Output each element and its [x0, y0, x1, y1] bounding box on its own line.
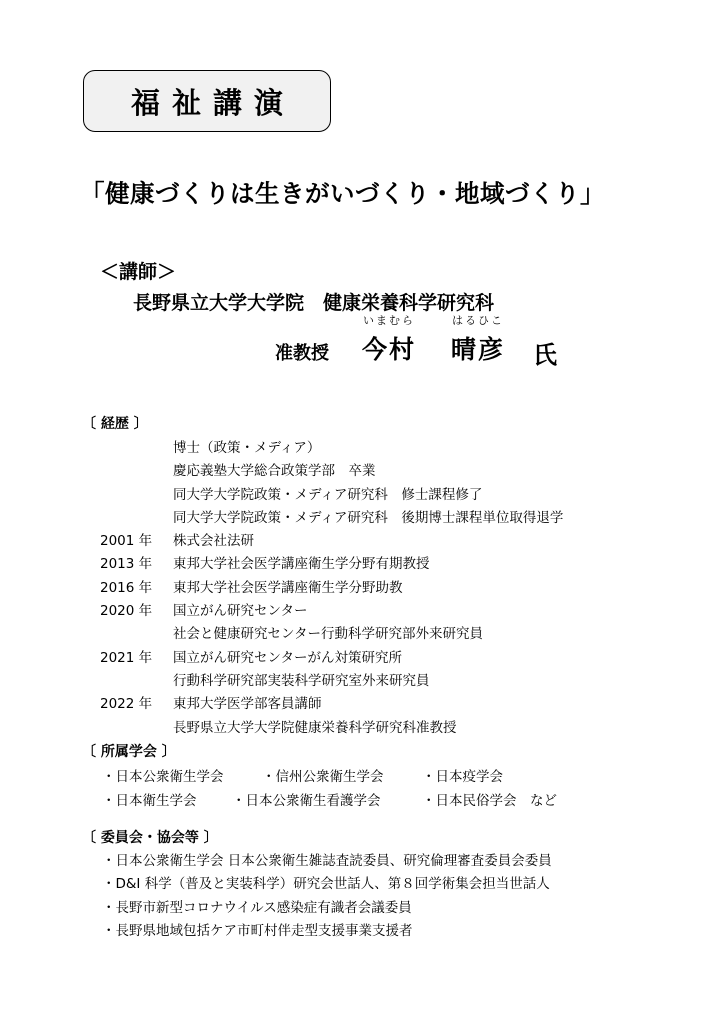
career-year: 2013 年: [100, 556, 153, 573]
career-row: [100, 693, 660, 716]
career-year: [100, 670, 173, 693]
committee-item: ・長野県地域包括ケア市町村伴走型支援事業支援者: [102, 922, 413, 939]
lecturer-last-name: 今村: [361, 335, 416, 364]
society-row: [102, 765, 662, 789]
lecturer-last-name-block: [357, 312, 421, 366]
last-name-ruby: いまむら: [363, 314, 415, 327]
career-row: [100, 670, 660, 693]
society-item: ・日本疫学会: [422, 769, 503, 785]
society-item: ・日本公衆衛生学会: [102, 769, 224, 785]
career-year: 2021 年: [100, 649, 153, 666]
society-item: ・日本公衆衛生看護学会: [232, 793, 381, 809]
career-row: [100, 460, 660, 483]
career-row: [100, 507, 660, 530]
career-text: 博士（政策・メディア）: [173, 440, 321, 456]
career-row: [100, 647, 660, 670]
career-year: [100, 437, 173, 460]
career-year: [100, 460, 173, 483]
career-row: [100, 530, 660, 553]
career-text: 行動科学研究部実装科学研究室外来研究員: [173, 672, 430, 689]
career-text: 国立がん研究センター: [173, 603, 308, 620]
career-row: [100, 553, 660, 576]
career-text: 同大学大学院政策・メディア研究科 後期博士課程単位取得退学: [173, 509, 564, 526]
career-year: 2001 年: [100, 533, 153, 550]
career-list: [100, 437, 660, 740]
career-row: [100, 717, 660, 740]
first-name-ruby: はるひこ: [452, 314, 504, 327]
lecturer-first-name: 晴彦: [450, 335, 505, 364]
lecturer-first-name-block: [445, 312, 511, 366]
career-text: 株式会社法研: [173, 533, 254, 550]
society-item: ・信州公衆衛生学会: [262, 769, 384, 785]
career-row: [100, 600, 660, 623]
career-text: 東邦大学社会医学講座衛生学分野助教: [173, 579, 403, 596]
lecture-title: 「健康づくりは生きがいづくり・地域づくり」: [80, 179, 605, 208]
career-year: [100, 507, 173, 530]
lecturer-honorific: 氏: [533, 341, 557, 369]
career-text: 東邦大学医学部客員講師: [173, 696, 322, 713]
committee-heading: 〔 委員会・協会等 〕: [82, 830, 218, 846]
career-row: [100, 437, 660, 460]
career-row: [100, 577, 660, 600]
event-type-badge: 福祉講演: [83, 70, 331, 132]
society-heading: 〔 所属学会 〕: [82, 744, 176, 760]
lecturer-affiliation: 長野県立大学大学院 健康栄養科学研究科: [133, 292, 495, 314]
society-row: [102, 789, 662, 813]
society-item: ・日本民俗学会 など: [422, 793, 557, 809]
career-row: [100, 623, 660, 646]
career-year: [100, 484, 173, 507]
career-text: 東邦大学社会医学講座衛生学分野有期教授: [173, 556, 430, 573]
career-text: 長野県立大学大学院健康栄養科学研究科准教授: [173, 719, 457, 736]
career-year: 2020 年: [100, 603, 153, 620]
society-item: ・日本衛生学会: [102, 793, 197, 809]
career-year: [100, 623, 173, 646]
career-text: 同大学大学院政策・メディア研究科 修士課程修了: [173, 486, 483, 503]
lecturer-position: 准教授: [275, 343, 329, 364]
career-text: 慶応義塾大学総合政策学部 卒業: [173, 463, 376, 480]
career-year: 2016 年: [100, 579, 153, 596]
committee-item: ・D&I 科学（普及と実装科学）研究会世話人、第８回学術集会担当世話人: [102, 876, 550, 893]
career-year: 2022 年: [100, 696, 153, 713]
society-list: [102, 765, 662, 813]
career-row: [100, 484, 660, 507]
committee-item: ・日本公衆衛生学会 日本公衆衛生雑誌査読委員、研究倫理審査委員会委員: [102, 853, 552, 869]
career-text: 社会と健康研究センター行動科学研究部外来研究員: [173, 626, 483, 643]
career-heading: 〔 経歴 〕: [82, 416, 148, 432]
career-text: 国立がん研究センターがん対策研究所: [173, 649, 402, 666]
lecturer-heading: ＜講師＞: [100, 261, 177, 283]
committee-list: [102, 850, 662, 943]
career-year: [100, 717, 173, 740]
committee-item: ・長野市新型コロナウイルス感染症有識者会議委員: [102, 899, 412, 916]
